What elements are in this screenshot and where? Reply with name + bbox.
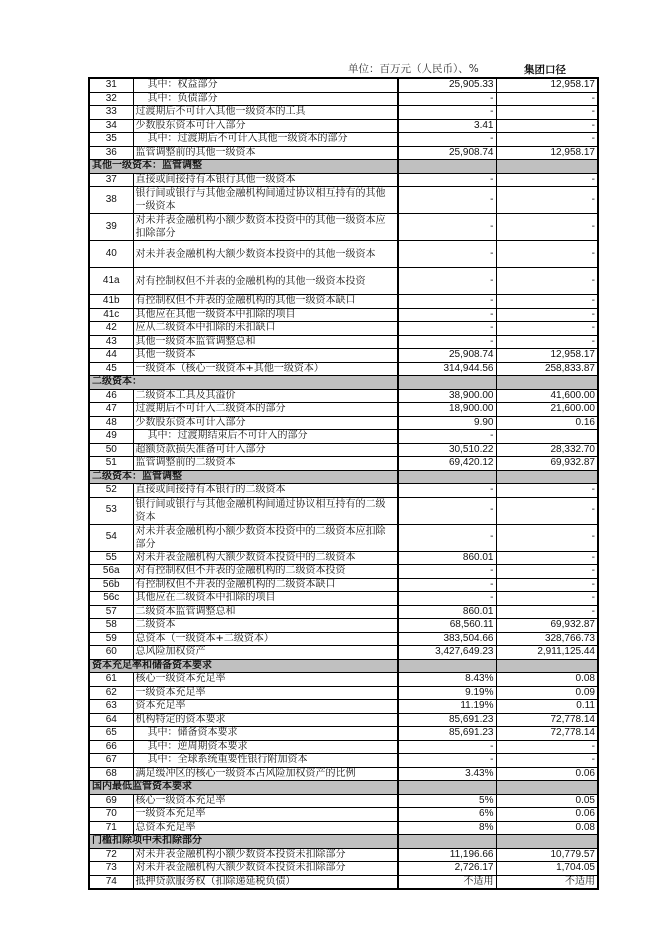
row-number: 59	[89, 632, 133, 646]
row-description: 少数股东资本可计入部分	[133, 119, 398, 133]
row-description: 直接或间接持有本银行的二级资本	[133, 484, 398, 498]
table-row	[89, 241, 598, 268]
group-value-cell: -	[496, 214, 598, 241]
row-description: 少数股东资本可计入部分	[133, 416, 398, 430]
table-row	[89, 524, 598, 551]
row-number: 36	[89, 146, 133, 160]
row-description: 总资本充足率	[133, 821, 398, 835]
row-description: 对未并表金融机构大额少数资本投资中的二级资本	[133, 551, 398, 565]
scope-label: 集团口径	[524, 64, 566, 76]
table-row	[89, 106, 598, 120]
table-row	[89, 119, 598, 133]
table-row	[89, 214, 598, 241]
table-row	[89, 754, 598, 768]
value-cell: 11.19%	[398, 700, 496, 714]
value-cell: -	[398, 497, 496, 524]
table-row	[89, 430, 598, 444]
table-body	[89, 78, 598, 889]
value-cell: 18,900.00	[398, 403, 496, 417]
table-row	[89, 443, 598, 457]
row-number: 33	[89, 106, 133, 120]
row-description: 监管调整前的二级资本	[133, 457, 398, 471]
row-description: 其中：权益部分	[133, 78, 398, 92]
table-row	[89, 403, 598, 417]
value-cell: -	[398, 295, 496, 309]
row-number: 64	[89, 713, 133, 727]
row-number: 45	[89, 362, 133, 376]
value-cell: 85,691.23	[398, 727, 496, 741]
group-value-cell: 10,779.57	[496, 848, 598, 862]
group-value-cell: -	[496, 551, 598, 565]
row-number: 65	[89, 727, 133, 741]
section-cell-b	[496, 659, 598, 673]
row-description: 对未并表金融机构小额少数资本投资中的二级资本应扣除部分	[133, 524, 398, 551]
table-row	[89, 349, 598, 363]
value-cell: -	[398, 335, 496, 349]
row-number: 50	[89, 443, 133, 457]
value-cell: 6%	[398, 808, 496, 822]
group-value-cell: 12,958.17	[496, 78, 598, 92]
table-row	[89, 187, 598, 214]
value-cell: -	[398, 754, 496, 768]
section-header-row	[89, 376, 598, 390]
row-number: 41b	[89, 295, 133, 309]
row-number: 66	[89, 740, 133, 754]
row-number: 73	[89, 862, 133, 876]
table-row	[89, 727, 598, 741]
table-row	[89, 484, 598, 498]
row-description: 对有控制权但不并表的金融机构的其他一级资本投资	[133, 268, 398, 295]
table-row	[89, 740, 598, 754]
section-cell-b	[496, 376, 598, 390]
row-number: 61	[89, 673, 133, 687]
value-cell: 68,560.11	[398, 619, 496, 633]
section-cell-b	[496, 160, 598, 174]
table-row	[89, 92, 598, 106]
section-cell-a	[398, 160, 496, 174]
table-row	[89, 619, 598, 633]
row-description: 其中：负债部分	[133, 92, 398, 106]
value-cell: -	[398, 187, 496, 214]
value-cell: 11,196.66	[398, 848, 496, 862]
value-cell: -	[398, 524, 496, 551]
value-cell: 25,905.33	[398, 78, 496, 92]
value-cell: -	[398, 740, 496, 754]
row-description: 其中：过渡期后不可计入其他一级资本的部分	[133, 133, 398, 147]
group-value-cell: -	[496, 592, 598, 606]
row-number: 37	[89, 173, 133, 187]
row-number: 72	[89, 848, 133, 862]
row-description: 超额贷款损失准备可计入部分	[133, 443, 398, 457]
table-row	[89, 551, 598, 565]
row-number: 41a	[89, 268, 133, 295]
value-cell: -	[398, 241, 496, 268]
group-value-cell: -	[496, 740, 598, 754]
row-description: 抵押贷款服务权（扣除递延税负债）	[133, 875, 398, 889]
row-number: 63	[89, 700, 133, 714]
row-description: 二级资本	[133, 619, 398, 633]
table-row	[89, 700, 598, 714]
row-description: 满足缓冲区的核心一级资本占风险加权资产的比例	[133, 767, 398, 781]
group-value-cell: 12,958.17	[496, 146, 598, 160]
table-row	[89, 875, 598, 889]
group-value-cell: 0.05	[496, 794, 598, 808]
row-number: 56b	[89, 578, 133, 592]
row-description: 一级资本充足率	[133, 808, 398, 822]
value-cell: -	[398, 308, 496, 322]
value-cell: 5%	[398, 794, 496, 808]
group-value-cell: -	[496, 241, 598, 268]
row-number: 67	[89, 754, 133, 768]
row-number: 60	[89, 646, 133, 660]
row-number: 38	[89, 187, 133, 214]
row-number: 32	[89, 92, 133, 106]
value-cell: 3.41	[398, 119, 496, 133]
row-description: 直接或间接持有本银行其他一级资本	[133, 173, 398, 187]
table-row	[89, 173, 598, 187]
table-row	[89, 497, 598, 524]
value-cell: -	[398, 92, 496, 106]
group-value-cell: 2,911,125.44	[496, 646, 598, 660]
section-header-row	[89, 835, 598, 849]
table-row	[89, 632, 598, 646]
group-value-cell: -	[496, 295, 598, 309]
table-row	[89, 578, 598, 592]
row-description: 对有控制权但不并表的金融机构的二级资本投资	[133, 565, 398, 579]
row-description: 机构特定的资本要求	[133, 713, 398, 727]
row-number: 44	[89, 349, 133, 363]
table-row	[89, 268, 598, 295]
group-value-cell: 41,600.00	[496, 389, 598, 403]
row-number: 56c	[89, 592, 133, 606]
row-number: 35	[89, 133, 133, 147]
group-value-cell: 不适用	[496, 875, 598, 889]
value-cell: 2,726.17	[398, 862, 496, 876]
group-value-cell: 69,932.87	[496, 619, 598, 633]
capital-composition-table	[88, 77, 599, 890]
row-description: 有控制权但不并表的金融机构的二级资本缺口	[133, 578, 398, 592]
table-row	[89, 605, 598, 619]
group-value-cell: -	[496, 484, 598, 498]
row-description: 核心一级资本充足率	[133, 673, 398, 687]
table-row	[89, 133, 598, 147]
value-cell: 69,420.12	[398, 457, 496, 471]
row-description: 其他应在二级资本中扣除的项目	[133, 592, 398, 606]
table-row	[89, 322, 598, 336]
row-number: 51	[89, 457, 133, 471]
value-cell: -	[398, 133, 496, 147]
row-number: 34	[89, 119, 133, 133]
group-value-cell: 0.09	[496, 686, 598, 700]
unit-label: 单位：百万元（人民币）、%	[348, 63, 479, 75]
group-value-cell: 0.06	[496, 808, 598, 822]
group-value-cell	[496, 430, 598, 444]
value-cell: -	[398, 268, 496, 295]
section-title: 国内最低监管资本要求	[89, 781, 398, 795]
group-value-cell: -	[496, 308, 598, 322]
table-row	[89, 862, 598, 876]
value-cell: -	[398, 173, 496, 187]
row-description: 其他一级资本	[133, 349, 398, 363]
group-value-cell: -	[496, 119, 598, 133]
table-row	[89, 592, 598, 606]
value-cell: -	[398, 578, 496, 592]
table-row	[89, 808, 598, 822]
row-description: 对未并表金融机构大额少数资本投资中的其他一级资本	[133, 241, 398, 268]
row-description: 总资本（一级资本+二级资本）	[133, 632, 398, 646]
section-title: 门槛扣除项中未扣除部分	[89, 835, 398, 849]
value-cell: 860.01	[398, 605, 496, 619]
row-description: 其中：全球系统重要性银行附加资本	[133, 754, 398, 768]
value-cell: -	[398, 565, 496, 579]
row-description: 其中：储备资本要求	[133, 727, 398, 741]
group-value-cell: 0.11	[496, 700, 598, 714]
group-value-cell: 72,778.14	[496, 713, 598, 727]
value-cell: 85,691.23	[398, 713, 496, 727]
group-value-cell: 28,332.70	[496, 443, 598, 457]
section-title: 二级资本：	[89, 376, 398, 390]
section-title: 其他一级资本：监管调整	[89, 160, 398, 174]
row-number: 31	[89, 78, 133, 92]
section-header-row	[89, 659, 598, 673]
row-number: 52	[89, 484, 133, 498]
table-row	[89, 821, 598, 835]
section-title: 二级资本：监管调整	[89, 470, 398, 484]
row-number: 56a	[89, 565, 133, 579]
section-cell-a	[398, 781, 496, 795]
row-description: 其他一级资本监管调整总和	[133, 335, 398, 349]
row-description: 对未并表金融机构小额少数资本投资未扣除部分	[133, 848, 398, 862]
group-value-cell: -	[496, 92, 598, 106]
row-number: 74	[89, 875, 133, 889]
section-cell-b	[496, 781, 598, 795]
value-cell: 8.43%	[398, 673, 496, 687]
row-number: 53	[89, 497, 133, 524]
value-cell: 3.43%	[398, 767, 496, 781]
group-value-cell: -	[496, 133, 598, 147]
row-description: 对未并表金融机构大额少数资本投资未扣除部分	[133, 862, 398, 876]
group-value-cell: 0.08	[496, 673, 598, 687]
row-description: 一级资本充足率	[133, 686, 398, 700]
row-description: 银行间或银行与其他金融机构间通过协议相互持有的二级资本	[133, 497, 398, 524]
value-cell: 9.19%	[398, 686, 496, 700]
row-description: 一级资本（核心一级资本+其他一级资本）	[133, 362, 398, 376]
value-cell: 8%	[398, 821, 496, 835]
row-number: 70	[89, 808, 133, 822]
group-value-cell: 258,833.87	[496, 362, 598, 376]
table-row	[89, 335, 598, 349]
table-row	[89, 416, 598, 430]
group-value-cell: 12,958.17	[496, 349, 598, 363]
row-number: 71	[89, 821, 133, 835]
value-cell: 25,908.74	[398, 146, 496, 160]
table-row	[89, 794, 598, 808]
group-value-cell: 69,932.87	[496, 457, 598, 471]
group-value-cell: -	[496, 497, 598, 524]
value-cell: 383,504.66	[398, 632, 496, 646]
row-number: 39	[89, 214, 133, 241]
table-row	[89, 673, 598, 687]
table-row	[89, 686, 598, 700]
value-cell: 38,900.00	[398, 389, 496, 403]
group-value-cell: -	[496, 565, 598, 579]
row-description: 应从二级资本中扣除的未扣缺口	[133, 322, 398, 336]
row-number: 58	[89, 619, 133, 633]
table-row	[89, 146, 598, 160]
table-row	[89, 565, 598, 579]
section-cell-a	[398, 835, 496, 849]
row-description: 过渡期后不可计入二级资本的部分	[133, 403, 398, 417]
row-description: 核心一级资本充足率	[133, 794, 398, 808]
section-cell-b	[496, 835, 598, 849]
group-value-cell: -	[496, 322, 598, 336]
row-number: 62	[89, 686, 133, 700]
row-description: 二级资本监管调整总和	[133, 605, 398, 619]
row-number: 55	[89, 551, 133, 565]
group-value-cell: 72,778.14	[496, 727, 598, 741]
value-cell: -	[398, 592, 496, 606]
section-cell-a	[398, 376, 496, 390]
value-cell: -	[398, 106, 496, 120]
value-cell: 9.90	[398, 416, 496, 430]
row-number: 57	[89, 605, 133, 619]
table-row	[89, 646, 598, 660]
group-value-cell: -	[496, 335, 598, 349]
value-cell: 25,908.74	[398, 349, 496, 363]
section-header-row	[89, 781, 598, 795]
row-number: 48	[89, 416, 133, 430]
row-number: 43	[89, 335, 133, 349]
value-cell: -	[398, 214, 496, 241]
row-description: 银行间或银行与其他金融机构间通过协议相互持有的其他一级资本	[133, 187, 398, 214]
group-value-cell: 21,600.00	[496, 403, 598, 417]
table-row	[89, 308, 598, 322]
table-row	[89, 767, 598, 781]
group-value-cell: 0.08	[496, 821, 598, 835]
row-description: 有控制权但不并表的金融机构的其他一级资本缺口	[133, 295, 398, 309]
row-description: 对未并表金融机构小额少数资本投资中的其他一级资本应扣除部分	[133, 214, 398, 241]
section-header-row	[89, 470, 598, 484]
row-number: 46	[89, 389, 133, 403]
row-number: 40	[89, 241, 133, 268]
row-description: 其中：逆周期资本要求	[133, 740, 398, 754]
group-value-cell: -	[496, 578, 598, 592]
row-description: 其他应在其他一级资本中扣除的项目	[133, 308, 398, 322]
section-cell-a	[398, 659, 496, 673]
value-cell: 3,427,649.23	[398, 646, 496, 660]
row-number: 69	[89, 794, 133, 808]
group-value-cell: -	[496, 754, 598, 768]
row-description: 资本充足率	[133, 700, 398, 714]
row-description: 总风险加权资产	[133, 646, 398, 660]
group-value-cell: 0.06	[496, 767, 598, 781]
group-value-cell: -	[496, 524, 598, 551]
table-row	[89, 295, 598, 309]
group-value-cell: -	[496, 187, 598, 214]
row-number: 47	[89, 403, 133, 417]
value-cell: 不适用	[398, 875, 496, 889]
row-description: 监管调整前的其他一级资本	[133, 146, 398, 160]
section-title: 资本充足率和储备资本要求	[89, 659, 398, 673]
row-number: 54	[89, 524, 133, 551]
value-cell: 314,944.56	[398, 362, 496, 376]
value-cell: -	[398, 484, 496, 498]
group-value-cell: -	[496, 106, 598, 120]
row-description: 其中：过渡期结束后不可计入的部分	[133, 430, 398, 444]
table-row	[89, 457, 598, 471]
value-cell: -	[398, 322, 496, 336]
section-header-row	[89, 160, 598, 174]
row-description: 二级资本工具及其溢价	[133, 389, 398, 403]
row-number: 41c	[89, 308, 133, 322]
row-number: 42	[89, 322, 133, 336]
group-value-cell: 1,704.05	[496, 862, 598, 876]
group-value-cell: -	[496, 173, 598, 187]
table-row	[89, 848, 598, 862]
row-number: 68	[89, 767, 133, 781]
section-cell-b	[496, 470, 598, 484]
table-row	[89, 78, 598, 92]
table-row	[89, 713, 598, 727]
group-value-cell: -	[496, 605, 598, 619]
table-row	[89, 389, 598, 403]
value-cell: 860.01	[398, 551, 496, 565]
group-value-cell: -	[496, 268, 598, 295]
row-description: 过渡期后不可计入其他一级资本的工具	[133, 106, 398, 120]
row-number: 49	[89, 430, 133, 444]
table-row	[89, 362, 598, 376]
value-cell: -	[398, 430, 496, 444]
group-value-cell: 328,766.73	[496, 632, 598, 646]
group-value-cell: 0.16	[496, 416, 598, 430]
value-cell: 30,510.22	[398, 443, 496, 457]
section-cell-a	[398, 470, 496, 484]
